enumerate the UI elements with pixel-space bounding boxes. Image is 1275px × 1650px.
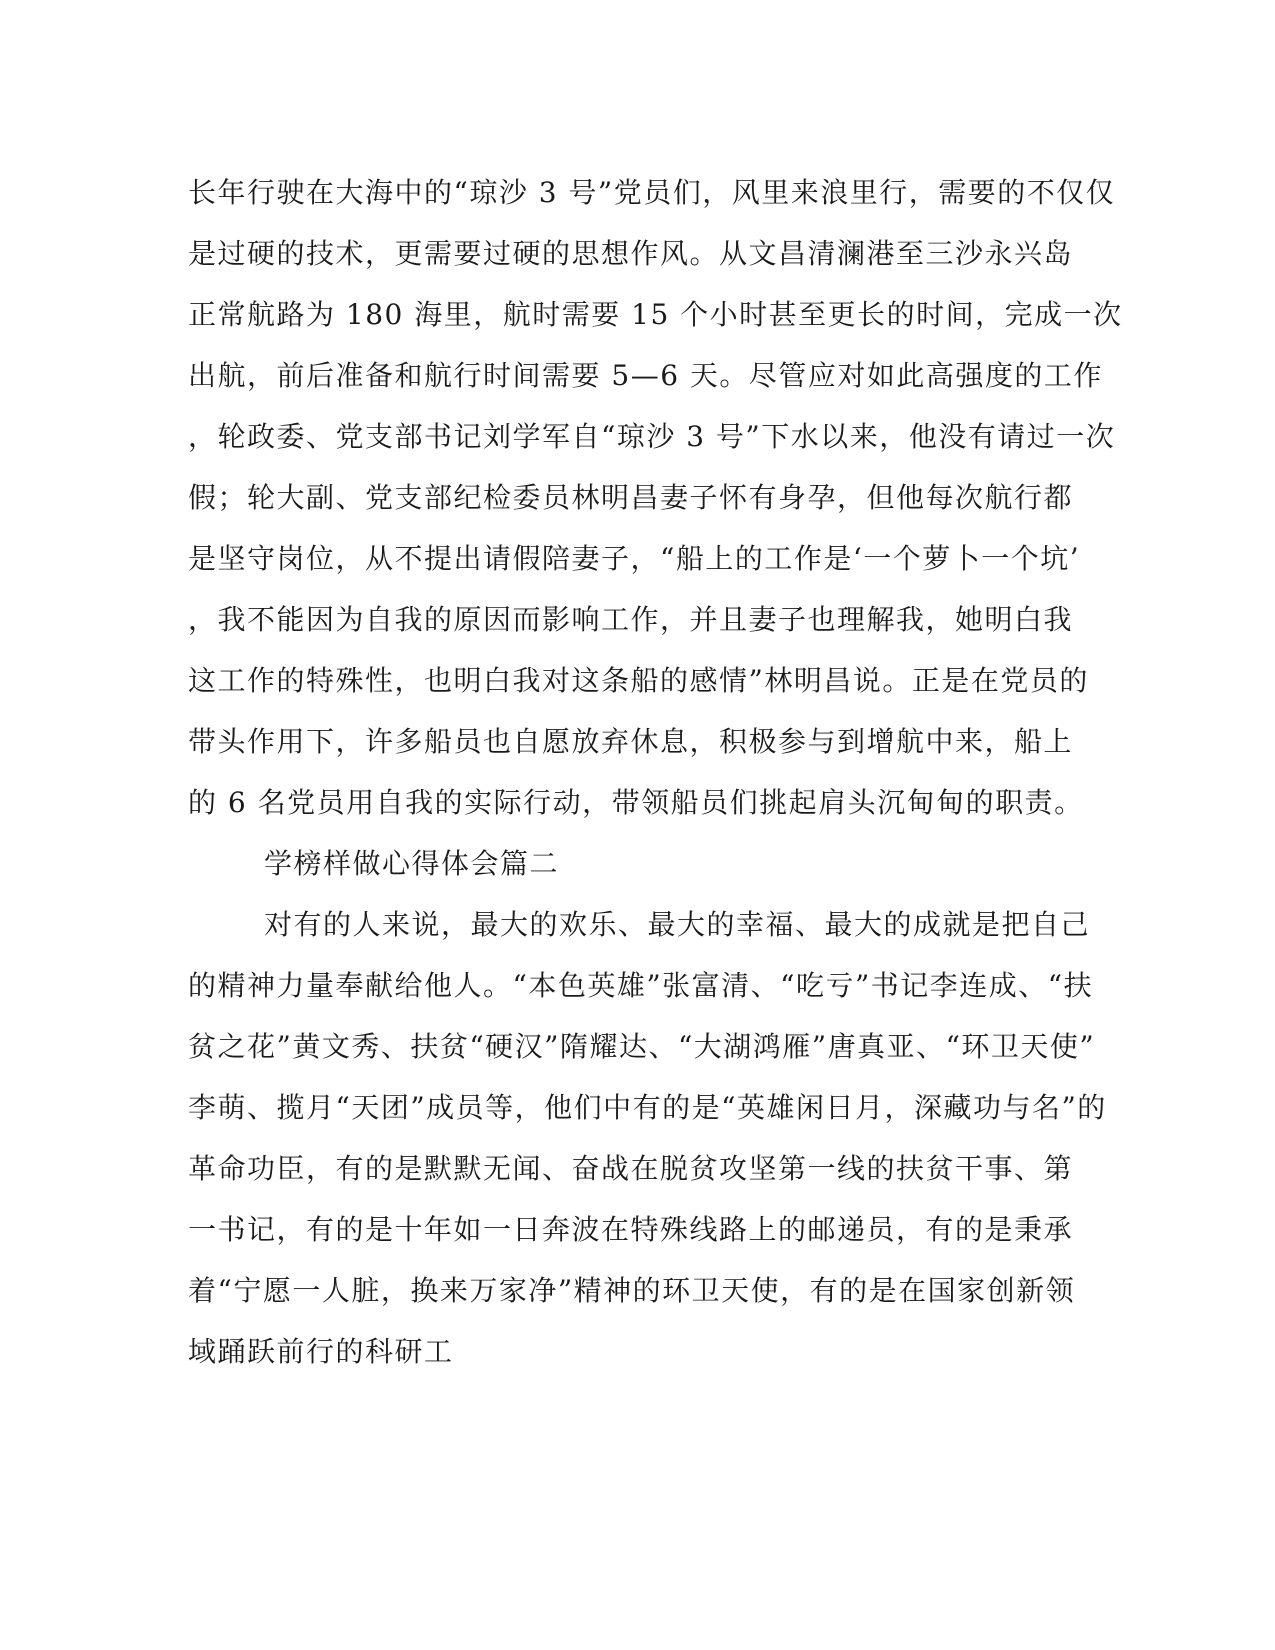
text-line: 域踊跃前行的科研工 [188, 1335, 454, 1368]
text-line: 出航，前后准备和航行时间需要 5—6 天。尽管应对如此高强度的工作 [188, 359, 1103, 392]
text-line: ，轮政委、党支部书记刘学军自“琼沙 3 号”下水以来，他没有请过一次 [188, 420, 1116, 453]
text-line: 李萌、揽月“天团”成员等，他们中有的是“英雄闲日月，深藏功与名”的 [188, 1091, 1107, 1124]
text-line: 一书记，有的是十年如一日奔波在特殊线路上的邮递员，有的是秉承 [188, 1213, 1074, 1246]
text-line: 着“宁愿一人脏，换来万家净”精神的环卫天使，有的是在国家创新领 [188, 1274, 1076, 1307]
text-line: 的精神力量奉献给他人。“本色英雄”张富清、“吃亏”书记李连成、“扶 [188, 969, 1094, 1002]
text-line: 革命功臣，有的是默默无闻、奋战在脱贫攻坚第一线的扶贫干事、第 [188, 1152, 1074, 1185]
text-line: 贫之花”黄文秀、扶贫“硬汉”隋耀达、“大湖鸿雁”唐真亚、“环卫天使” [188, 1030, 1096, 1063]
text-line: 的 6 名党员用自我的实际行动，带领船员们挑起肩头沉甸甸的职责。 [188, 786, 1084, 819]
text-line: 是过硬的技术，更需要过硬的思想作风。从文昌清澜港至三沙永兴岛 [188, 237, 1074, 270]
text-line: 带头作用下，许多船员也自愿放弃休息，积极参与到增航中来，船上 [188, 725, 1074, 758]
text-line: 这工作的特殊性，也明白我对这条船的感情”林明昌说。正是在党员的 [188, 664, 1089, 697]
text-line: 正常航路为 180 海里，航时需要 15 个小时甚至更长的时间，完成一次 [188, 298, 1123, 331]
document-body [188, 162, 1123, 1382]
text-line: ，我不能因为自我的原因而影响工作，并且妻子也理解我，她明白我 [188, 603, 1074, 636]
text-line: 是坚守岗位，从不提出请假陪妻子，“船上的工作是‘一个萝卜一个坑’ [188, 542, 1081, 575]
section-heading: 学榜样做心得体会篇二 [264, 847, 560, 880]
text-line: 长年行驶在大海中的“琼沙 3 号”党员们，风里来浪里行，需要的不仅仅 [188, 176, 1116, 209]
text-line: 假；轮大副、党支部纪检委员林明昌妻子怀有身孕，但他每次航行都 [188, 481, 1074, 514]
text-line: 对有的人来说，最大的欢乐、最大的幸福、最大的成就是把自己 [264, 908, 1091, 941]
